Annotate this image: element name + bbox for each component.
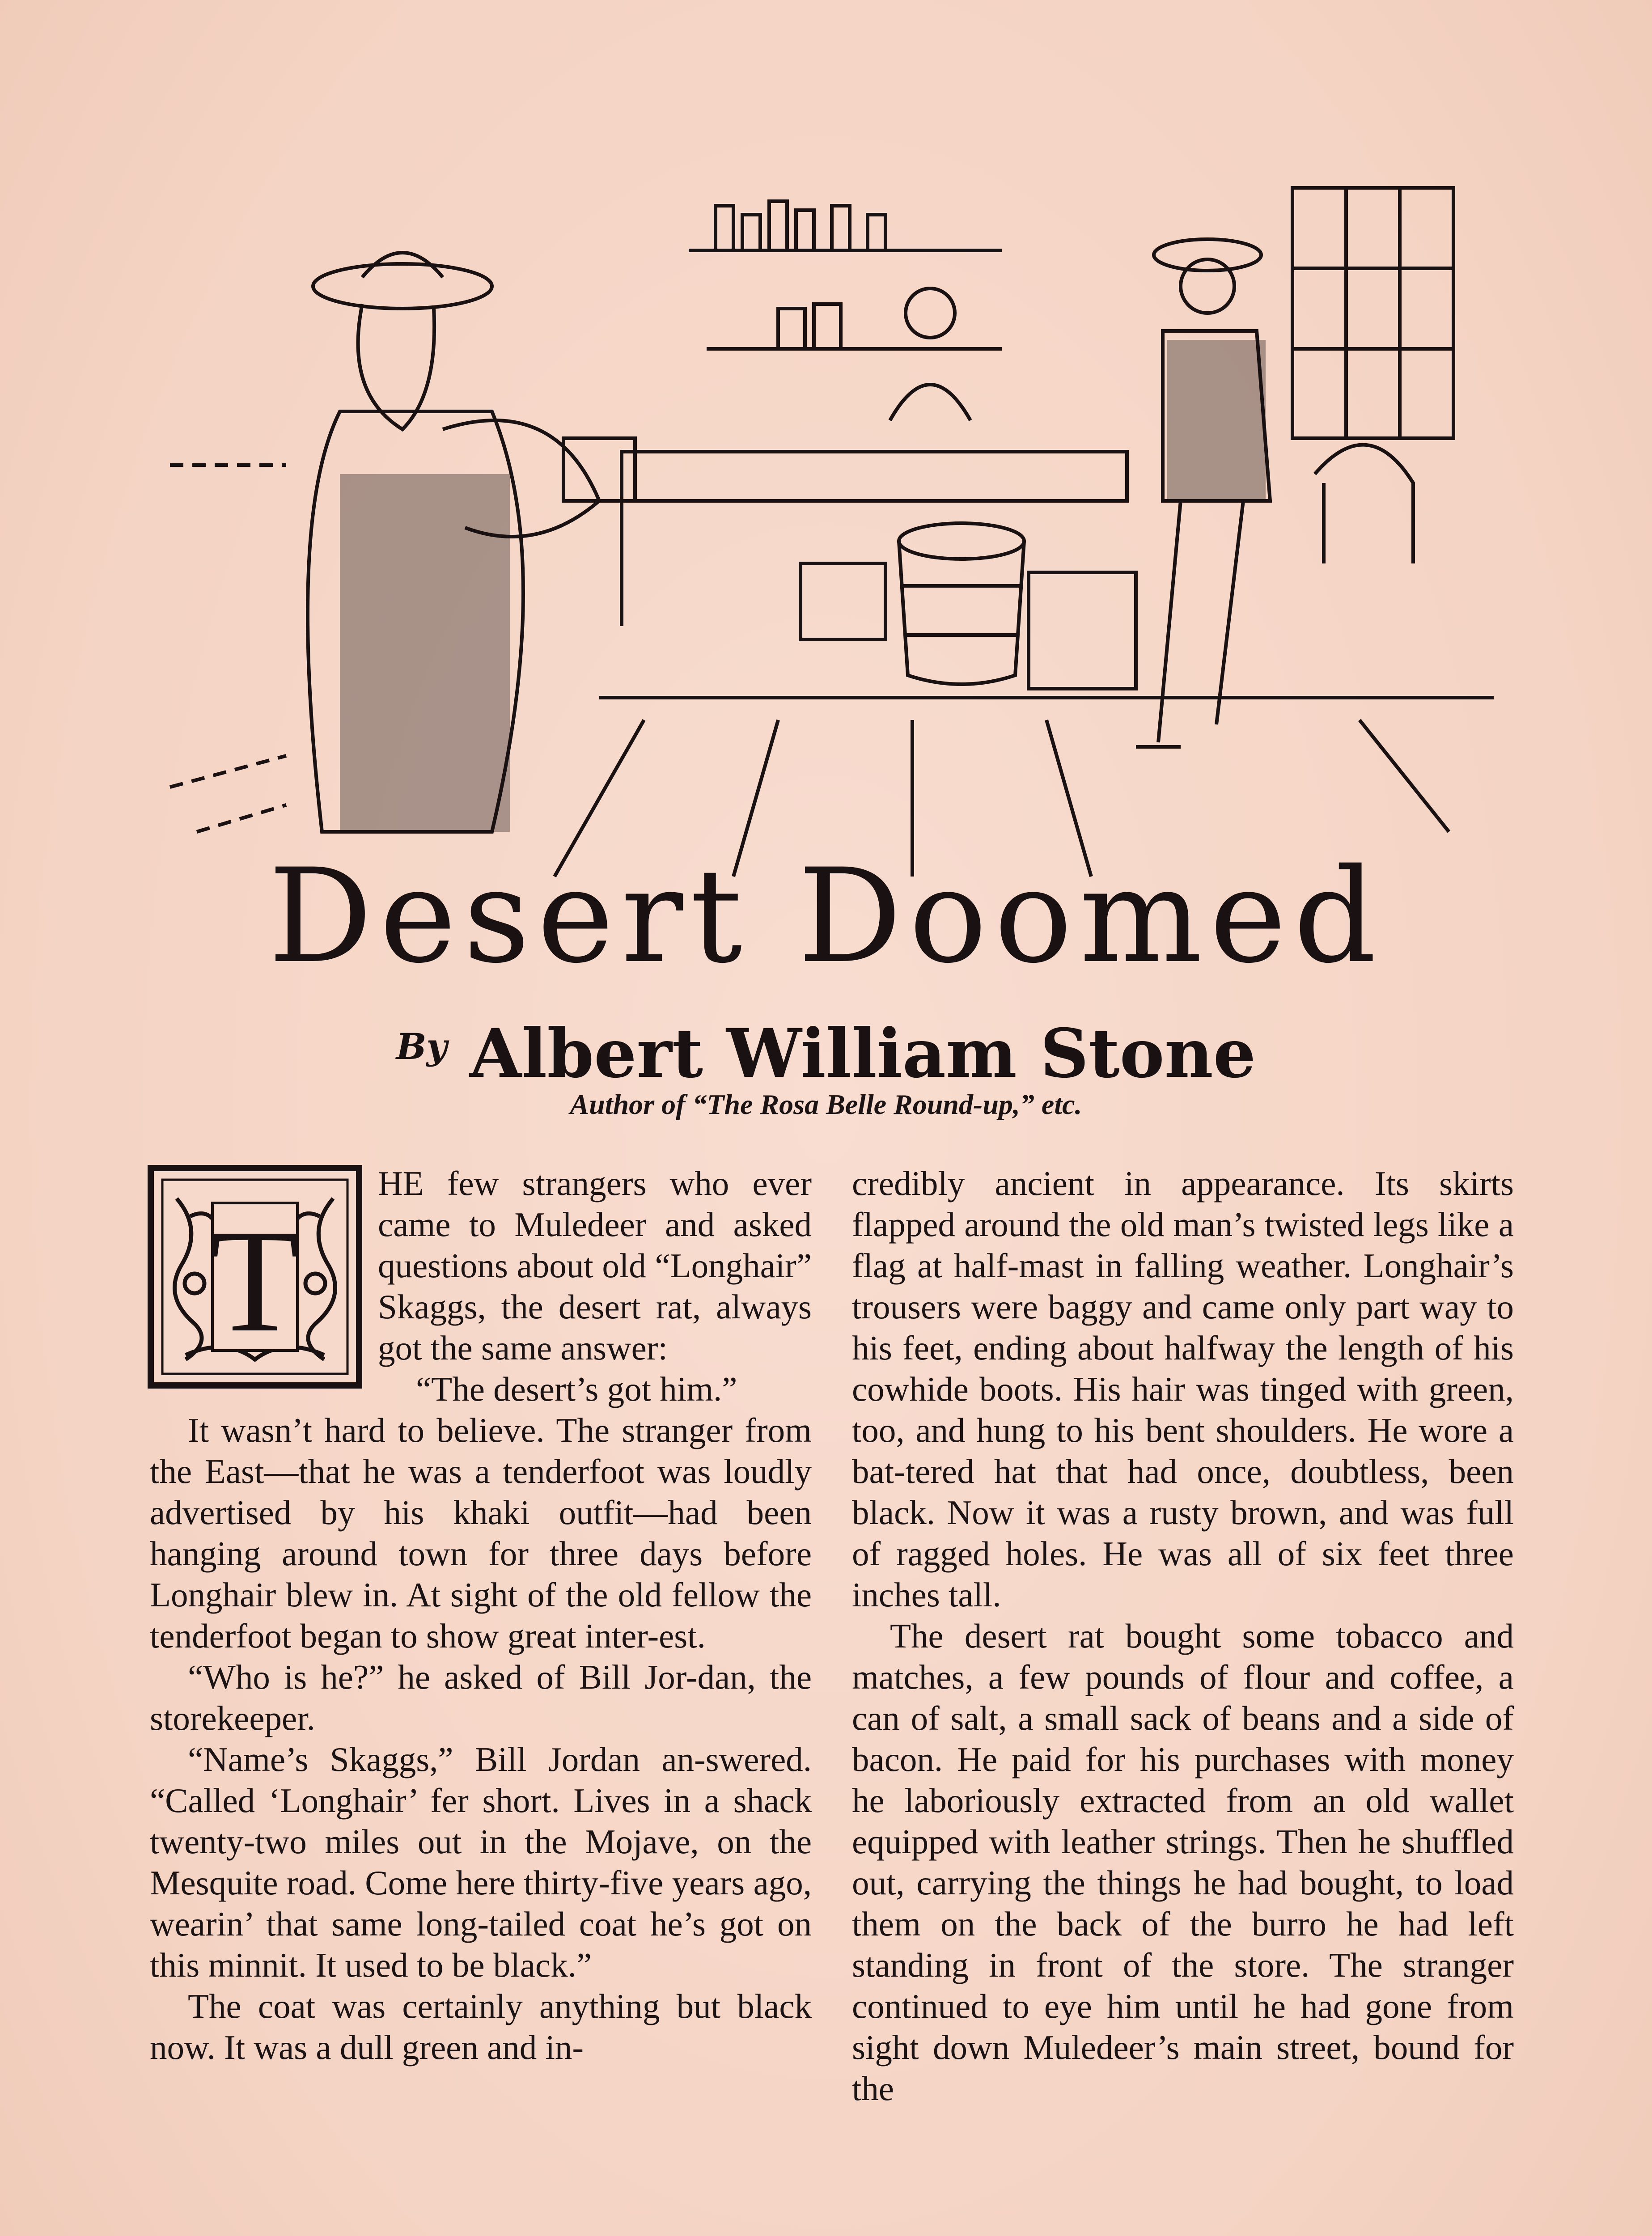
paragraph: The desert rat bought some tobacco and matches, a few pounds of flour and coffee, a can of salt, a small sack of beans and a side of bacon. He paid for his purchases with money he laboriously extracted from an old wallet equipped with leather strings. Then he shuffled out, carrying the things he had bought, to load them on the back of the burro he had left standing in front of the store. The stranger continued to eye him until he had gone from sight down Muledeer’s main street, bound for the bbox=[852, 1617, 1514, 2108]
dropcap-letter: T bbox=[210, 1199, 300, 1363]
left-column bbox=[150, 1163, 812, 2068]
paragraph: The coat was certainly anything but black now. It was a dull green and in- bbox=[150, 1987, 812, 2067]
author-name: Albert William Stone bbox=[469, 1014, 1256, 1093]
paragraph: “Name’s Skaggs,” Bill Jordan an-swered. “Called ‘Longhair’ fer short. Lives in a shack twenty-two miles out in the Mojave, on the Mesquite road. Come here thirty-five years ago, wearin’ that same long-tailed coat he’s got on this minnit. It used to be black.” bbox=[150, 1740, 812, 1984]
byline-prefix: By bbox=[396, 1025, 447, 1067]
paragraph: credibly ancient in appearance. Its skirts flapped around the old man’s twisted legs like a flag at half-mast in falling weather. Longhair’s trousers were baggy and came only part way to his feet, ending about halfway the length of his cowhide boots. His hair was tinged with green, too, and hung to his bent shoulders. He wore a bat-tered hat that had once, doubtless, been black. Now it was a rusty brown, and was full of ragged holes. He was all of six feet three inches tall. bbox=[852, 1164, 1514, 1614]
right-column bbox=[852, 1163, 1514, 2109]
story-title: Desert Doomed bbox=[268, 841, 1384, 992]
decorative-initial-t bbox=[145, 1163, 364, 1391]
paragraph: HE few strangers who ever came to Muledeer and asked questions about old “Longhair” Skaggs, the desert rat, always got the same answer: bbox=[378, 1164, 812, 1367]
author-credit: Author of “The Rosa Belle Round-up,” etc. bbox=[570, 1088, 1082, 1120]
paragraph: “The desert’s got him.” bbox=[416, 1370, 737, 1408]
store-scene-illustration bbox=[152, 161, 1503, 885]
byline bbox=[0, 1002, 1652, 1091]
paragraph: “Who is he?” he asked of Bill Jor-dan, the storekeeper. bbox=[150, 1658, 812, 1737]
paragraph: It wasn’t hard to believe. The stranger from the East—that he was a tenderfoot was loudly advertised by his khaki outfit—had been hanging around town for three days before Longhair blew in. At sight of the old fellow the tenderfoot began to show great inter-est. bbox=[150, 1411, 812, 1655]
